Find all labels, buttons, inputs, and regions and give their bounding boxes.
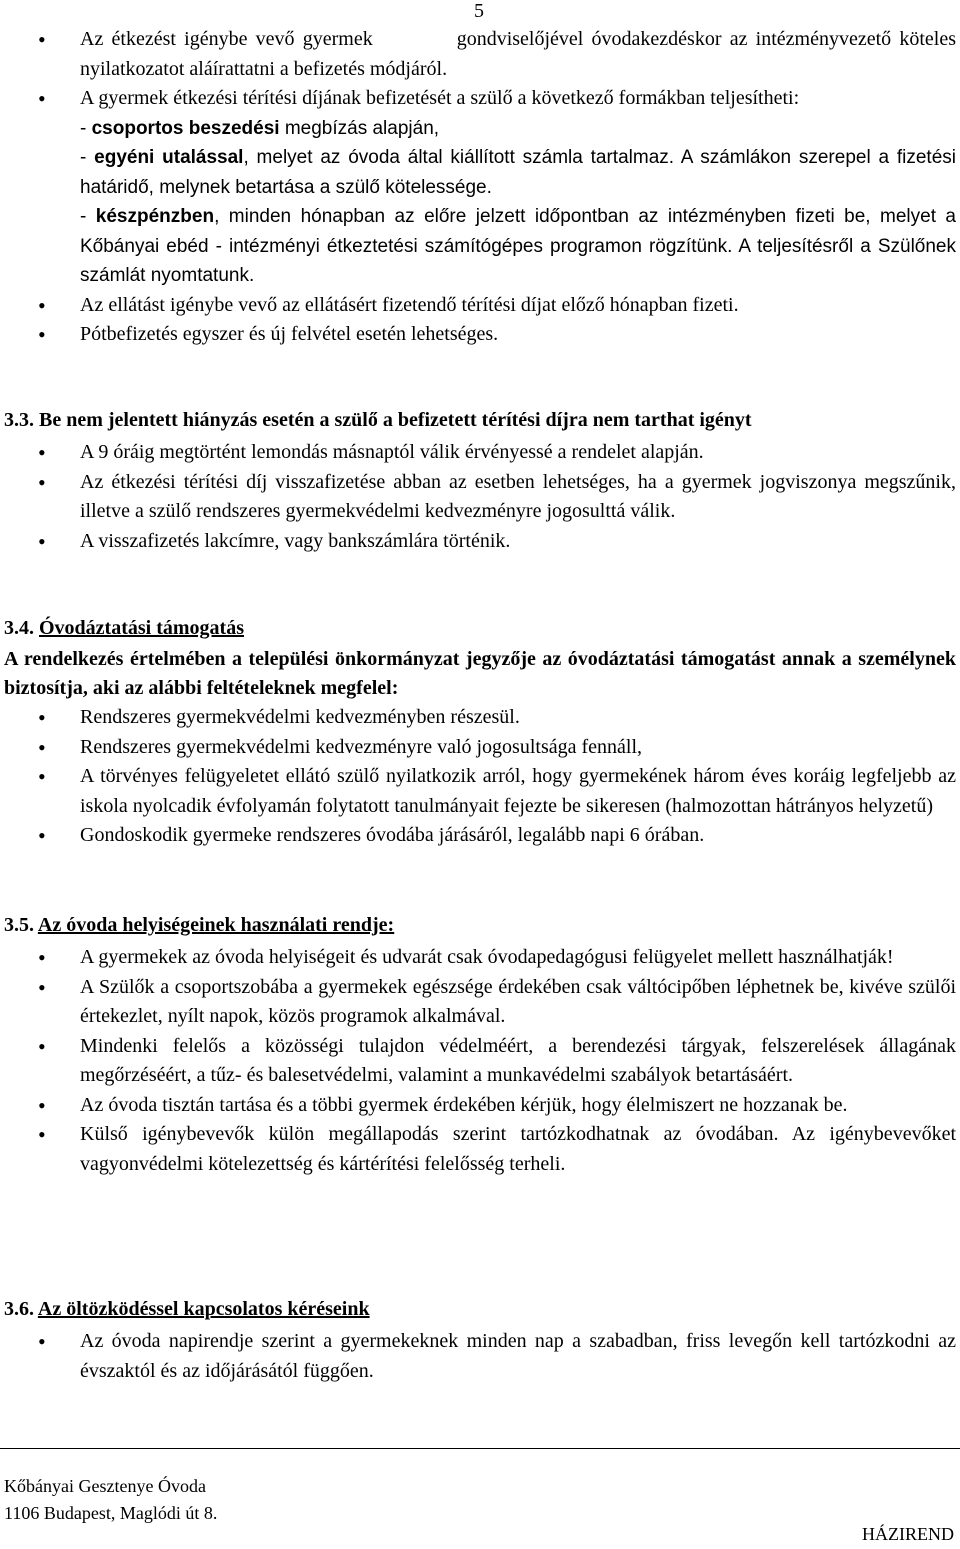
page-number: 5 [474,0,484,22]
refund-list [80,438,956,556]
option-text: megbízás alapján, [279,117,440,139]
list-item: • Rendszeres gyermekvédelmi kedvezményben részesül. [80,703,956,733]
footer-document-title: HÁZIREND [862,1524,954,1544]
list-item [80,291,956,321]
section-heading-3-5 [4,914,394,937]
list-item: • Az étkezési térítési díj visszafizetése abban az esetben lehetséges, ha a gyermek jogviszonya megszűnik, illetve a szülő rendszeres gyermekvédelmi kedvezményre jogosulttá válik. [80,468,956,527]
section-number: 3.6. [4,1298,34,1320]
list-item: • Az óvoda napirendje szerint a gyermekeknek minden nap a szabadban, friss levegőn kell tartózkodni az évszaktól és az időjárásától függően. [80,1327,956,1386]
list-item: • A Szülők a csoportszobába a gyermekek egészsége érdekében csak váltócipőben léphetnek be, kivéve szülői értekezlet, nyílt napok, közös programok alkalmával. [80,973,956,1032]
list-item: • Az óvoda tisztán tartása és a többi gyermek érdekében kérjük, hogy élelmiszert ne hozzanak be. [80,1091,956,1121]
section-heading-3-6 [4,1298,370,1321]
list-item: • Külső igénybevevők külön megállapodás szerint tartózkodhatnak az óvodában. Az igénybevevőket vagyonvédelmi kötelezettség és kártérítési felelősség terheli. [80,1120,956,1179]
payment-option-transfer [80,143,956,202]
list-item [80,84,956,114]
list-item-text: gondviselőjével óvodakezdéskor az intézményvezető köteles nyilatkozatot aláírattatni a befizetés módjáról. [80,28,956,80]
option-label: csoportos beszedési [91,117,280,139]
section-title: Az óvoda helyiségeinek használati rendje: [37,914,395,936]
list-item: • A törvényes felügyeletet ellátó szülő nyilatkozik arról, hogy gyermekének három éves koráig legfeljebb az iskola nyolcadik évfolyamán folytatott tanulmányait fejezte be sikeresen (halmozottan hátrányos helyzetű) [80,762,956,821]
premises-rules-list [80,943,956,1179]
section-number: 3.3. [4,409,34,431]
dash: - [80,117,92,139]
list-item [80,320,956,350]
payment-option-cash [80,202,956,291]
list-item: • A gyermekek az óvoda helyiségeit és udvarát csak óvodapedagógusi felügyelet mellett használhatják! [80,943,956,973]
payment-list [80,25,956,350]
section-heading-3-4 [4,617,244,640]
footer-org: Kőbányai Gesztenye Óvoda [4,1476,206,1496]
section-number: 3.5. [4,914,34,936]
section-title: Be nem jelentett hiányzás esetén a szülő a befizetett térítési díjra nem tarthat igényt [39,409,752,431]
list-item [80,25,956,84]
option-label: egyéni utalással [94,147,244,168]
list-item: • Gondoskodik gyermeke rendszeres óvodába járásáról, legalább napi 6 órában. [80,821,956,851]
support-conditions-list [80,703,956,851]
list-item-text: A gyermek étkezési térítési díjának befizetését a szülő a következő formákban teljesítheti: [80,87,800,109]
footer-address: 1106 Budapest, Maglódi út 8. [4,1503,218,1523]
section-intro: A rendelkezés értelmében a települési önkormányzat jegyzője az óvodáztatási támogatást annak a személynek biztosítja, aki az alábbi feltételeknek megfelel: [4,648,956,699]
list-item: • Mindenki felelős a közösségi tulajdon védelméért, a berendezési tárgyak, felszerelések állagának megőrzéséért, a tűz- és balesetvédelmi, valamint a munkavédelmi szabályok betartásáért. [80,1032,956,1091]
section-title: Az öltözködéssel kapcsolatos kéréseink [37,1298,370,1320]
list-item: • A visszafizetés lakcímre, vagy bankszámlára történik. [80,527,956,557]
list-item: • Rendszeres gyermekvédelmi kedvezményre való jogosultsága fennáll, [80,733,956,763]
footer-divider [0,1448,960,1449]
list-item-text: Pótbefizetés egyszer és új felvétel esetén lehetséges. [80,323,499,345]
section-heading-3-3 [4,409,752,432]
option-text: , minden hónapban az előre jelzett időpontban az intézményben fizeti be, melyet a Kőbányai ebéd - intézményi étkeztetési számítógépes programon rögzítünk. A teljesítésről a Szülőnek számlát nyomtatunk. [80,206,956,286]
list-item-text: Az étkezést igénybe vevő gyermek [80,28,373,50]
list-item: • A 9 óráig megtörtént lemondás másnaptól válik érvényessé a rendelet alapján. [80,438,956,468]
option-label: készpénzben [95,206,215,227]
list-item-text: Az ellátást igénybe vevő az ellátásért fizetendő térítési díjat előző hónapban fizeti. [80,293,739,316]
dash: - [80,206,96,227]
option-text: , melyet az óvoda által kiállított számla tartalmaz. A számlákon szerepel a fizetési határidő, melynek betartása a szülő kötelessége. [80,147,956,198]
clothing-list [80,1327,956,1386]
payment-option-direct-debit [80,114,956,144]
section-number: 3.4. [4,617,34,639]
dash: - [80,147,95,168]
section-title: Óvodáztatási támogatás [39,617,244,639]
